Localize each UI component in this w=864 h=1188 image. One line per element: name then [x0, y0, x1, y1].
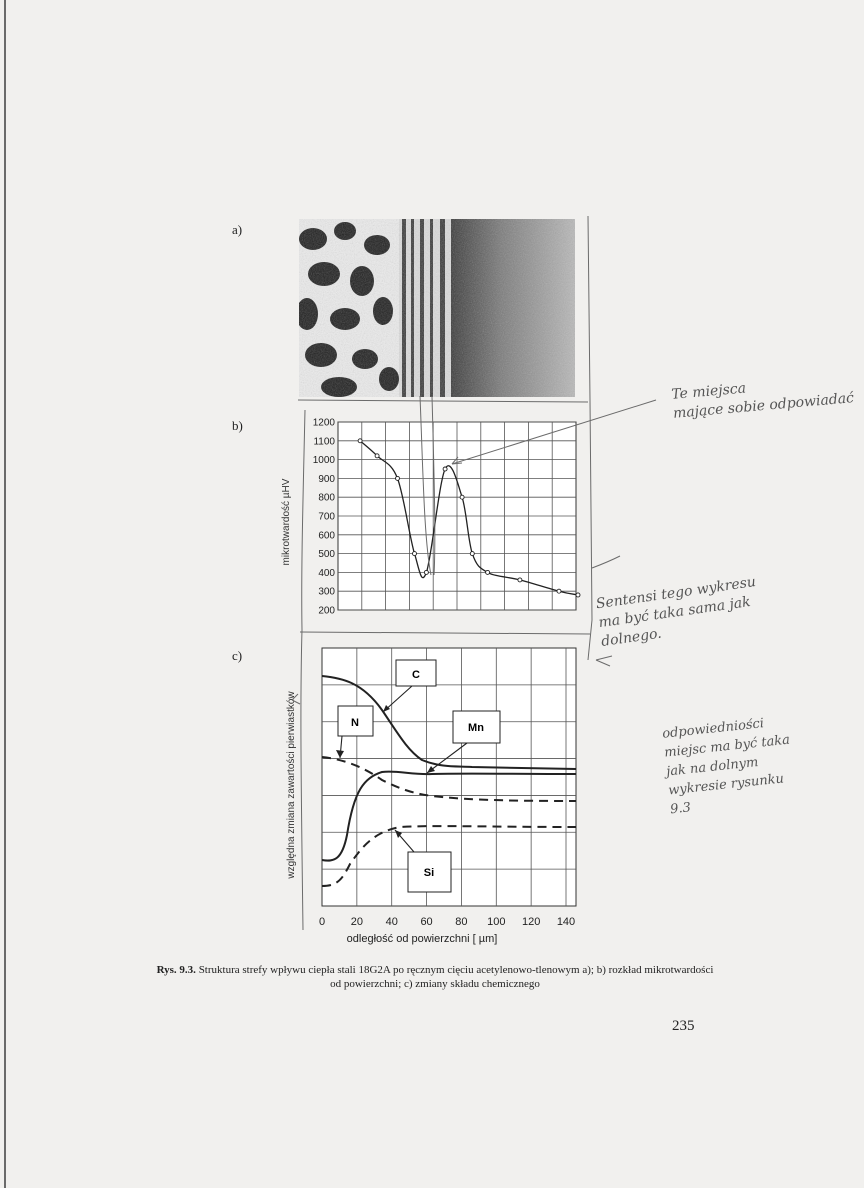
hardness-y-tick: 700: [318, 511, 335, 523]
panel-label-b: b): [232, 418, 243, 433]
pencil-left-line: [301, 410, 305, 930]
note-scale: Sentensi tego wykresu ma być taka sama jak dolnego.: [594, 574, 757, 650]
pencil-connector-2: [432, 396, 435, 575]
composition-x-tick: 20: [350, 916, 363, 928]
label-mn: Mn: [468, 722, 484, 734]
pencil-frame-right: [588, 216, 592, 660]
composition-x-tick: 140: [556, 916, 576, 928]
hardness-y-tick: 300: [318, 586, 335, 598]
note-correspondence: odpowiedniości miejsc ma być taka jak na dolnym wykresie rysunku 9.3: [661, 716, 791, 818]
hardness-y-tick: 1100: [313, 436, 335, 448]
label-si: Si: [423, 867, 435, 879]
composition-x-tick: 120: [521, 916, 541, 928]
hardness-y-tick: 200: [318, 605, 335, 617]
pencil-connector-1: [420, 396, 431, 575]
composition-x-tick: 100: [487, 916, 506, 928]
hardness-y-tick: 500: [318, 549, 335, 561]
panel-label-a: a): [232, 222, 243, 237]
note-matching: Te miejsca mające sobie odpowiadać: [670, 380, 855, 422]
panel-label-c: c): [232, 648, 243, 663]
composition-x-tick: 40: [385, 916, 398, 928]
pencil-frame-bottom: [300, 632, 590, 634]
pencil-pointer-line: [452, 400, 656, 464]
label-c: C: [412, 669, 420, 681]
pencil-arrow-mark: [596, 656, 612, 666]
composition-x-tick: 80: [455, 916, 468, 928]
composition-x-tick: 0: [318, 916, 326, 928]
hardness-y-label: mikrotwardość µHV: [281, 478, 292, 566]
label-n: N: [351, 717, 359, 729]
hardness-y-tick: 800: [318, 492, 335, 504]
pencil-tick: [592, 556, 620, 568]
hardness-y-tick: 1200: [312, 417, 335, 429]
caption-label: Rys. 9.3.: [156, 964, 196, 976]
hardness-y-tick: 900: [318, 473, 335, 485]
pencil-frame-top: [298, 400, 588, 402]
pencil-side-mark: [292, 694, 300, 704]
composition-y-label: względna zmiana zawartości pierwiastków: [286, 691, 297, 879]
hardness-y-tick: 1000: [312, 455, 335, 467]
figure-caption: [150, 963, 720, 991]
page-number: 235: [672, 1018, 695, 1034]
composition-x-label: odległość od powierzchni [ µm]: [346, 933, 498, 945]
hardness-y-tick: 600: [318, 530, 335, 542]
composition-x-tick: 60: [420, 916, 433, 928]
caption-text: Struktura strefy wpływu ciepła stali 18G2A po ręcznym cięciu acetylenowo-tlenowym a); b) rozkład mikrotwardości od powierzchni; c) zmiany składu chemicznego: [195, 964, 714, 990]
hardness-y-tick: 400: [318, 567, 335, 579]
